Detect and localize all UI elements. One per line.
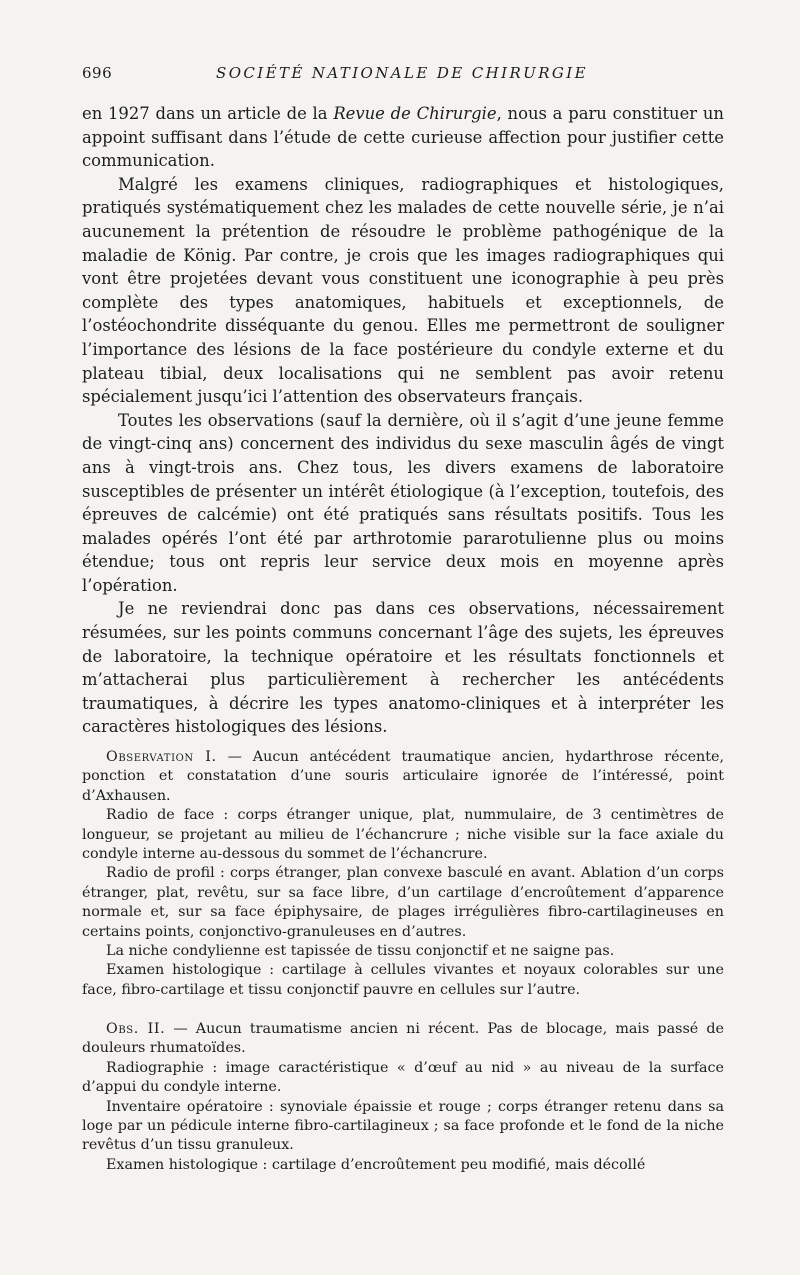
observation-1-intro [82, 748, 724, 806]
paragraph-1 [82, 102, 724, 173]
paragraph-1-start: en 1927 dans un article de la [82, 104, 334, 123]
observation-1-radio-face: Radio de face : corps étranger unique, plat, nummulaire, de 3 centimètres de longueur, se projetant au milieu de l’échancrure ; niche visible sur la face axiale du condyle interne au-dessous du sommet de l’échancrure. [82, 807, 724, 863]
observation-1-label: Observation I. [106, 749, 217, 765]
observation-2-inventory: Inventaire opératoire : synoviale épaissie et rouge ; corps étranger retenu dans sa loge par un pédicule interne fibro-cartilagineux ; sa face profonde et le fond de la niche revêtus d’un tissu granuleux. [82, 1098, 724, 1154]
page-number: 696 [82, 64, 113, 82]
observation-1-radio-profil: Radio de profil : corps étranger, plan convexe basculé en avant. Ablation d’un corps étranger, plat, revêtu, sur sa face libre, d’un cartilage d’encroûtement d’apparence normale et, sur sa face épiphysaire, de plages irrégulières fibro-cartilagineuses en certains points, conjonctivo-granuleuses en d’autres. [82, 865, 724, 940]
observation-1 [82, 748, 724, 1000]
page-header [82, 64, 722, 86]
observation-1-intro-text: — Aucun antécédent traumatique ancien, hydarthrose récente, ponction et constatation d’une souris articulaire ignorée de l’intéressé, point d’Axhausen. [82, 749, 724, 804]
journal-title: Revue de Chirurgie [333, 104, 497, 123]
observation-1-niche: La niche condylienne est tapissée de tissu conjonctif et ne saigne pas. [106, 943, 615, 960]
paragraph-1-end: , nous a paru constituer un appoint suffisant dans l’étude de cette curieuse affection pour justifier cette communication. [82, 104, 724, 171]
paragraph-2: Malgré les examens cliniques, radiographiques et histologiques, pratiqués systématiquement chez les malades de cette nouvelle série, je n’ai aucunement la prétention de résoudre le problème pathogénique de la maladie de König. Par contre, je crois que les images radiographiques qui vont être projetées devant vous constituent une iconographie à peu près complète des types anatomiques, habituels et exceptionnels, de l’ostéochondrite disséquante du genou. Elles me permettront de souligner l’importance des lésions de la face postérieure du condyle externe et du plateau tibial, deux localisations qui ne semblent pas avoir retenu spécialement jusqu’ici l’attention des observateurs français. [82, 174, 724, 407]
paragraph-4: Je ne reviendrai donc pas dans ces observations, nécessairement résumées, sur les points communs concernant l’âge des sujets, les épreuves de laboratoire, la technique opératoire et les résultats fonctionnels et m’attacherai plus particulièrement à rechercher les antécédents traumatiques, à décrire les types anatomo-cliniques et à interpréter les caractères histologiques des lésions. [82, 599, 724, 737]
observation-2-intro [82, 1020, 724, 1059]
main-text [82, 102, 724, 739]
observation-2-histology: Examen histologique : cartilage d’encroûtement peu modifié, mais décollé [106, 1156, 646, 1173]
observation-2-label: Obs. II. [106, 1021, 166, 1037]
running-title: SOCIÉTÉ NATIONALE DE CHIRURGIE [216, 64, 588, 82]
observation-2-intro-text: — Aucun traumatisme ancien ni récent. Pas de blocage, mais passé de douleurs rhumatoïdes. [82, 1021, 724, 1057]
observation-2-radiography: Radiographie : image caractéristique « d’œuf au nid » au niveau de la surface d’appui du condyle interne. [82, 1059, 724, 1096]
paragraph-3: Toutes les observations (sauf la dernière, où il s’agit d’une jeune femme de vingt-cinq ans) concernent des individus du sexe masculin âgés de vingt ans à vingt-trois ans. Chez tous, les divers examens de laboratoire susceptibles de présenter un intérêt étiologique (à l’exception, toutefois, des épreuves de calcémie) ont été pratiqués sans résultats positifs. Tous les malades opérés l’ont été par arthrotomie pararotulienne plus ou moins étendue; tous ont repris leur service deux mois en moyenne après l’opération. [82, 410, 724, 595]
observation-1-histology: Examen histologique : cartilage à cellules vivantes et noyaux colorables sur une face, fibro-cartilage et tissu conjonctif pauvre en cellules sur l’autre. [82, 962, 724, 998]
observation-2 [82, 1020, 724, 1175]
